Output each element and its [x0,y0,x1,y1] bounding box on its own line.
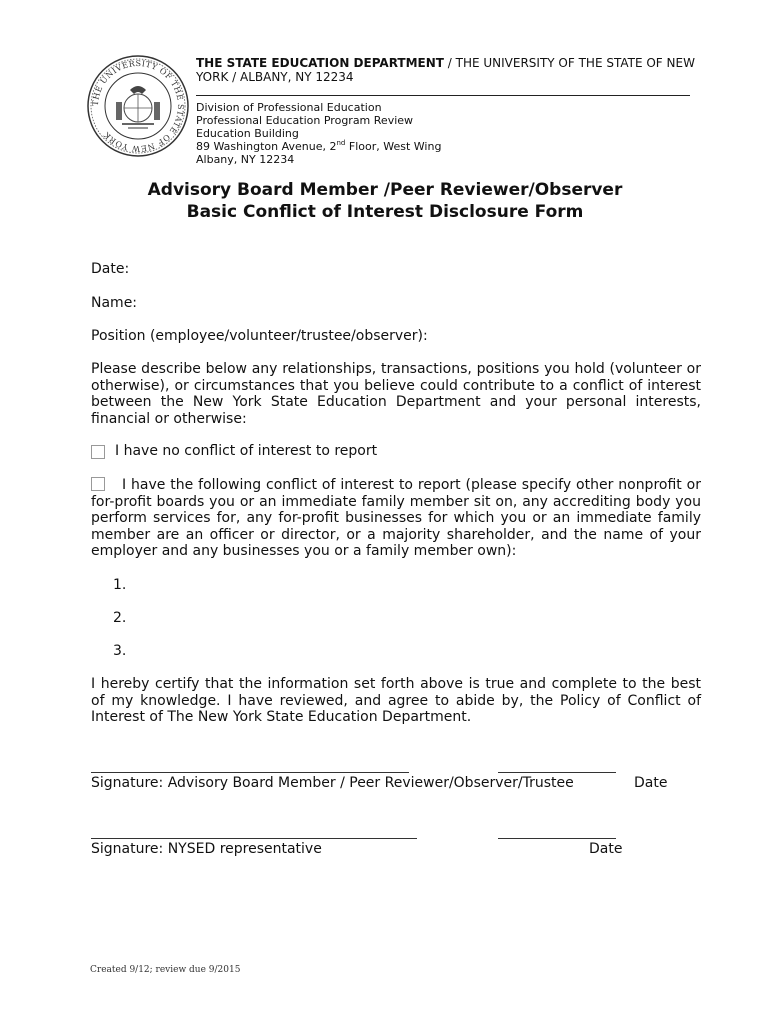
department-header [196,56,696,84]
position-field[interactable]: Position (employee/volunteer/trustee/observer): [91,328,428,344]
form-title-line2: Basic Conflict of Interest Disclosure Form [186,202,584,222]
nysed-date-label: Date [589,841,623,857]
member-date-label: Date [634,775,668,791]
no-conflict-label: I have no conflict of interest to report [115,443,378,459]
footer-revision-note: Created 9/12; review due 9/2015 [90,965,241,975]
address-line [196,140,441,153]
seal-text: THE UNIVERSITY OF THE STATE OF NEW YORK [90,58,186,154]
university-name: / THE UNIVERSITY OF THE STATE OF NEW YORK / ALBANY, NY 12234 [196,56,695,84]
address-line: Albany, NY 12234 [196,153,295,166]
member-signature-line[interactable] [91,772,409,773]
header-divider [196,95,690,96]
nys-seal-logo [86,54,190,158]
member-signature-label: Signature: Advisory Board Member / Peer Reviewer/Observer/Trustee [91,775,574,791]
conflict-item-2[interactable]: 2. [113,610,127,626]
date-field[interactable]: Date: [91,261,130,277]
name-field[interactable]: Name: [91,295,138,311]
floor-ordinal: nd [336,139,346,147]
address-line: Education Building [196,127,299,140]
address-line: Professional Education Program Review [196,114,414,127]
nysed-signature-line[interactable] [91,838,417,839]
conflict-item-3[interactable]: 3. [113,643,127,659]
department-name: THE STATE EDUCATION DEPARTMENT [196,56,444,70]
nysed-date-line[interactable] [498,838,616,839]
nysed-signature-label: Signature: NYSED representative [91,841,322,857]
member-date-line[interactable] [498,772,616,773]
conflict-item-1[interactable]: 1. [113,577,127,593]
address-line: Division of Professional Education [196,101,382,114]
describe-instructions: Please describe below any relationships, transactions, positions you hold (volunteer or otherwise), or circumstances that you believe could contribute to a conflict of interest between the New York State Education Department and your personal interests, financial or otherwise: [91,361,701,427]
address-floor: Floor, West Wing [345,140,442,153]
form-title-line1: Advisory Board Member /Peer Reviewer/Observer [147,180,623,200]
address-street: 89 Washington Avenue, 2 [196,140,337,153]
division-address [196,101,441,166]
certification-statement: I hereby certify that the information set forth above is true and complete to the best of my knowledge. I have reviewed, and agree to abide by, the Policy of Conflict of Interest of The New York State Education Department. [91,676,701,725]
has-conflict-label: I have the following conflict of interest to report (please specify other nonprofit or for-profit boards you or an immediate family member sit on, any accrediting body you perform services for, any for-profit businesses for which you or an immediate family member are an officer or director, or a majority shareholder, and the name of your employer and any businesses you or a family member own): [91,477,701,559]
no-conflict-checkbox[interactable] [91,445,105,459]
